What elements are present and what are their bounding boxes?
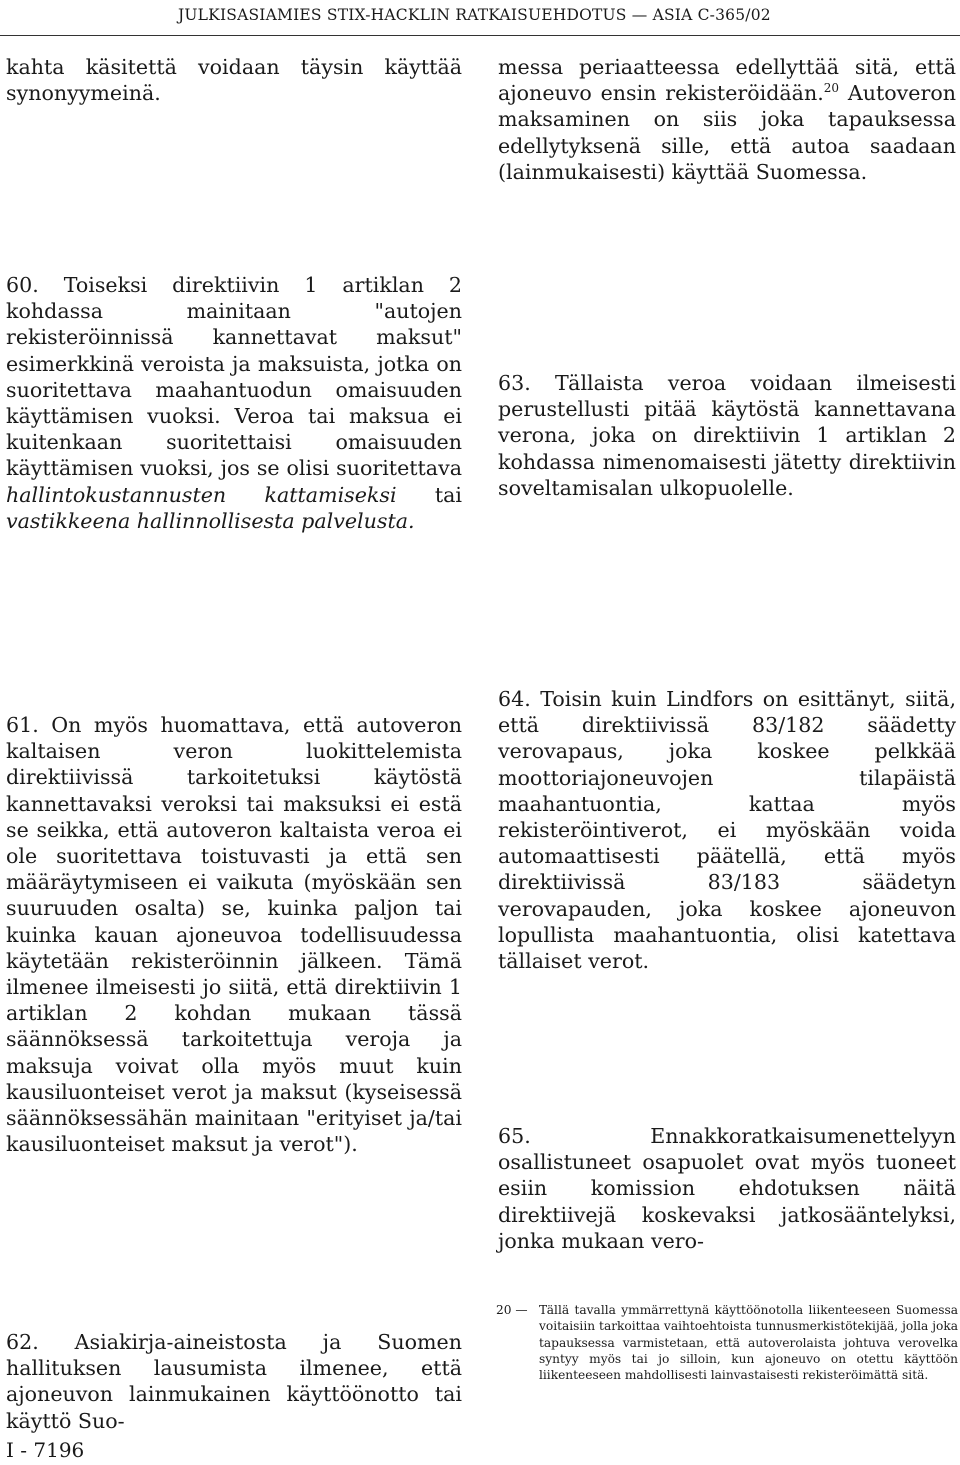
paragraph-60-number: 60. bbox=[6, 273, 39, 297]
paragraph-61-text: On myös huomattava, että autoveron kaltaisen veron luokittelemista direktiivissä tarkoitetuksi käytöstä kannettavaksi veroksi tai maksuksi ei estä se seikka, että autoveron kaltaista veroa ei ole suoritettava toistuvasti ja että sen määräytymiseen ei vaikuta (myöskään sen suuruuden osalta) se, kuinka paljon tai kuinka kauan ajoneuvoa todellisuudessa käytetään rekisteröinnin jälkeen. Tämä ilmenee ilmeisesti jo siitä, että direktiivin 1 artiklan 2 kohdan mukaan tässä säännöksessä tarkoitettuja veroja ja maksuja voivat olla myös muut kuin kausiluonteiset verot ja maksut (kyseisessä säännöksessähän mainitaan "erityiset ja/tai kausiluonteiset maksut ja verot"). bbox=[6, 713, 462, 1157]
intro-right-paragraph bbox=[498, 54, 956, 185]
header-rule bbox=[0, 35, 960, 36]
footnote-marker: 20 — bbox=[496, 1303, 528, 1317]
footnote-text: Tällä tavalla ymmärrettynä käyttöönotolla liikenteeseen Suomessa voitaisiin tarkoittaa vaihtoehtoista tunnusmerkistötekijää, jolla joka tapauksessa varmistetaan, että autoverolaista johtuva verovelka syntyy myös tai jo silloin, kun ajoneuvo on otettu käyttöön liikenteeseen mahdollisesti lainvastaisesti rekisteröimättä sitä. bbox=[539, 1303, 958, 1383]
paragraph-60 bbox=[6, 272, 462, 534]
paragraph-61 bbox=[6, 712, 462, 1157]
paragraph-63 bbox=[498, 370, 956, 501]
paragraph-65 bbox=[498, 1123, 956, 1254]
paragraph-60-emphasis-1: hallintokustannusten kattamiseksi bbox=[6, 482, 397, 507]
paragraph-60-text-1: Toiseksi direktiivin 1 artiklan 2 kohdassa mainitaan "autojen rekisteröinnissä kannettavat maksut" esimerkkinä veroista ja maksuista, jotka on suoritettava maahantuodun omaisuuden käyttämisen vuoksi. Veroa tai maksua ei kuitenkaan suoritettaisi omaisuuden käyttämisen vuoksi, jos se olisi suoritettava bbox=[6, 273, 462, 481]
paragraph-61-number: 61. bbox=[6, 713, 39, 737]
paragraph-65-text: Ennakkoratkaisumenettelyyn osallistuneet osapuolet ovat myös tuoneet esiin komission ehdotuksen näitä direktiivejä koskevaksi jatkosääntelyksi, jonka mukaan vero- bbox=[498, 1124, 956, 1253]
page-number: I - 7196 bbox=[6, 1438, 85, 1462]
paragraph-62-text: Asiakirja-aineistosta ja Suomen hallituksen lausumista ilmenee, että ajoneuvon lainmukainen käyttöönotto tai käyttö Suo- bbox=[6, 1330, 462, 1433]
paragraph-60-text-2: tai bbox=[396, 482, 463, 507]
paragraph-64-text: Toisin kuin Lindfors on esittänyt, siitä, että direktiivissä 83/182 säädetty verovapaus, joka koskee pelkkää moottoriajoneuvojen tilapäistä maahantuontia, kattaa myös rekisteröintiverot, ei myöskään voida automaattisesti päätellä, että myös direktiivissä 83/183 säädetyn verovapauden, joka koskee ajoneuvon lopullista maahantuontia, olisi katettava tällaiset verot. bbox=[498, 687, 956, 974]
paragraph-62-number: 62. bbox=[6, 1330, 39, 1354]
paragraph-65-number: 65. bbox=[498, 1124, 531, 1148]
intro-right-text-after: Autoveron maksaminen on siis joka tapauksessa edellytyksenä sille, että autoa saadaan (lainmukaisesti) käyttää Suomessa. bbox=[498, 81, 956, 184]
intro-left-paragraph: kahta käsitettä voidaan täysin käyttää synonyymeinä. bbox=[6, 55, 462, 106]
running-header: JULKISASIAMIES STIX-HACKLIN RATKAISUEHDOTUS — ASIA C-365/02 bbox=[178, 6, 771, 24]
footnote-reference: 20 bbox=[823, 81, 840, 96]
paragraph-63-number: 63. bbox=[498, 371, 531, 395]
paragraph-63-text: Tällaista veroa voidaan ilmeisesti perustellusti pitää käytöstä kannettavana verona, joka on direktiivin 1 artiklan 2 kohdassa nimenomaisesti jätetty direktiivin soveltamisalan ulkopuolelle. bbox=[498, 371, 956, 500]
paragraph-64-number: 64. bbox=[498, 687, 531, 711]
paragraph-64 bbox=[498, 686, 956, 974]
paragraph-62 bbox=[6, 1329, 462, 1434]
paragraph-60-emphasis-2: vastikkeena hallinnollisesta palvelusta. bbox=[6, 508, 415, 533]
footnote-20 bbox=[496, 1302, 958, 1383]
intro-right-text-before: messa periaatteessa edellyttää sitä, että ajoneuvo ensin rekisteröidään. bbox=[498, 55, 956, 106]
